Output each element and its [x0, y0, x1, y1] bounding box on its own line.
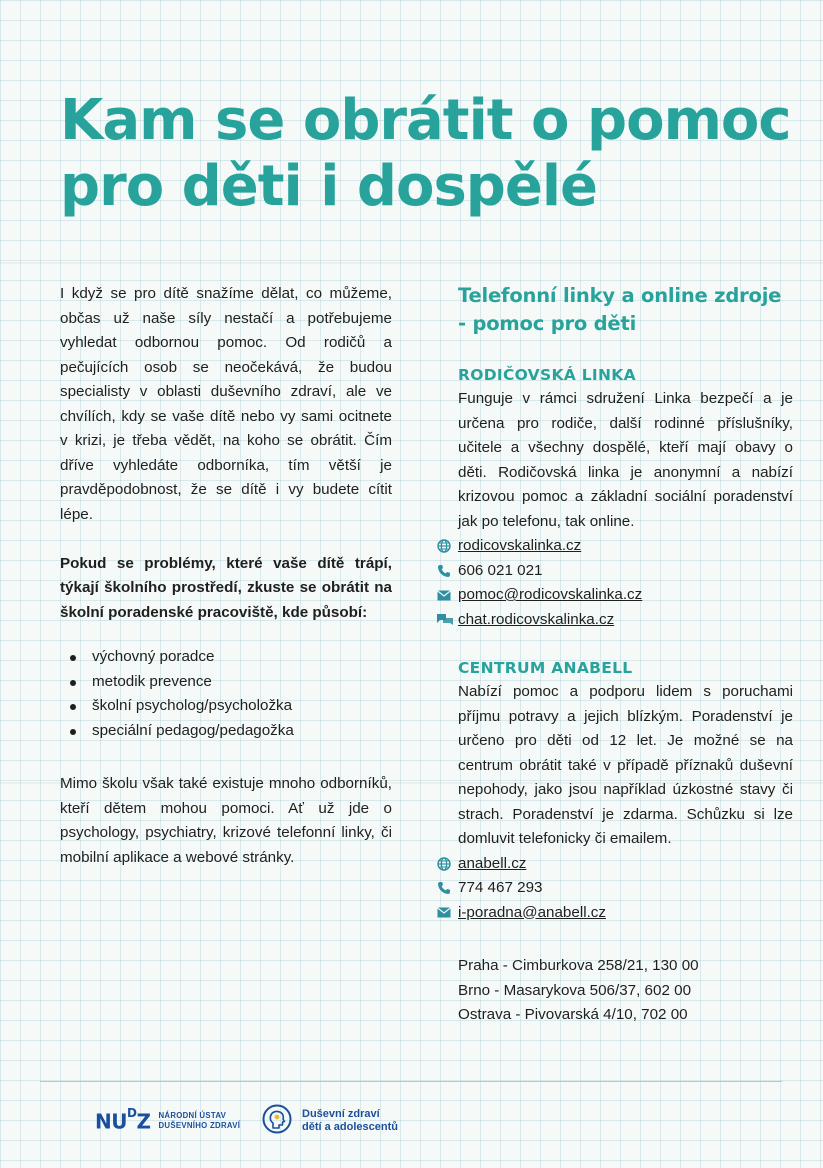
title-line-2: pro děti i dospělé	[60, 154, 598, 219]
mail-icon	[437, 901, 458, 926]
anabell-phone-row	[437, 876, 793, 901]
mail-icon	[437, 583, 458, 608]
globe-icon	[437, 534, 458, 559]
section-heading: Telefonní linky a online zdroje - pomoc pro děti	[458, 284, 782, 335]
anabell-email-link[interactable]: i-poradna@anabell.cz	[458, 903, 606, 921]
address-ostrava: Ostrava - Pivovarská 4/10, 702 00	[458, 1006, 688, 1023]
school-staff-list	[60, 645, 392, 743]
school-paragraph: Pokud se problémy, které vaše dítě trápí, týkají školního prostředí, zkuste se obrátit na školní poradenské pracoviště, kde působí:	[60, 554, 392, 621]
anabell-email-row	[437, 901, 793, 926]
nudz-logo-text: NÁRODNÍ ÚSTAV DUŠEVNÍHO ZDRAVÍ	[158, 1111, 241, 1130]
list-item: výchovný poradce	[60, 645, 392, 670]
rodicovska-web-row	[437, 534, 793, 559]
address-brno: Brno - Masarykova 506/37, 602 00	[458, 981, 692, 999]
rodicovska-email-row	[437, 583, 793, 608]
left-column	[60, 282, 392, 870]
anabell-web-link[interactable]: anabell.cz	[458, 854, 527, 872]
paper-fold	[0, 262, 823, 264]
dzda-logo-text: Duševní zdraví dětí a adolescentů	[302, 1108, 398, 1133]
nudz-logo	[95, 1103, 240, 1139]
footer-divider	[40, 1081, 782, 1082]
list-item: speciální pedagog/pedagožka	[60, 719, 392, 744]
centrum-anabell-title: CENTRUM ANABELL	[458, 659, 633, 677]
page-title	[60, 88, 800, 220]
intro-paragraph: I když se pro dítě snažíme dělat, co můžeme, občas už naše síly nestačí a potřebujeme vyhledat odbornou pomoc. Od rodičů a pečujících osob se neočekává, že budou specialisty v oblasti duševního zdraví, ale ve chvílích, kdy se vaše dítě nebo vy sami ocitnete v krizi, je třeba vědět, na koho se obrátit. Čím dříve vyhledáte odborníka, tím větší je pravděpodobnost, že se dítě i vy budete cítit lépe.	[60, 285, 392, 523]
anabell-web-row	[437, 852, 793, 877]
title-line-1: Kam se obrátit o pomoc	[60, 88, 791, 153]
rodicovska-phone-row	[437, 559, 793, 584]
list-item: metodik prevence	[60, 670, 392, 695]
centrum-anabell-text: Nabízí pomoc a podporu lidem s poruchami příjmu potravy a jejich blízkým. Poradenství je určeno pro děti od 12 let. Je možné se na centrum obrátit také v případě příznaků duševní nepohody, jako jsou například úzkostné stavy či strach. Poradenství je zdarma. Schůzku si lze domluvit telefonicky či emailem.	[458, 683, 793, 847]
head-icon	[262, 1104, 292, 1139]
rodicovska-email-link[interactable]: pomoc@rodicovskalinka.cz	[458, 586, 643, 603]
globe-icon	[437, 852, 458, 877]
right-column	[437, 282, 793, 1028]
rodicovska-linka-title: RODIČOVSKÁ LINKA	[458, 366, 636, 384]
phone-icon	[437, 876, 458, 901]
rodicovska-phone[interactable]: 606 021 021	[458, 561, 543, 579]
rodicovska-linka-text: Funguje v rámci sdružení Linka bezpečí a je určena pro rodiče, další rodinné příslušníky, učitele a všechny dospělé, kteří mají obavy o děti. Rodičovská linka je anonymní a nabízí krizovou pomoc a základní sociální poradenství jak po telefonu, tak online.	[458, 390, 793, 530]
anabell-addresses	[437, 954, 793, 1028]
nudz-logo-mark: $NU^DZ$	[95, 1105, 151, 1134]
rodicovska-chat-row	[437, 608, 793, 633]
dzda-logo	[262, 1103, 398, 1139]
list-item: školní psycholog/psycholožka	[60, 694, 392, 719]
outro-paragraph: Mimo školu však také existuje mnoho odborníků, kteří dětem mohou pomoci. Ať už jde o psychology, psychiatry, krizové telefonní linky, či mobilní aplikace a webové stránky.	[60, 775, 392, 866]
rodicovska-chat-link[interactable]: chat.rodicovskalinka.cz	[458, 610, 615, 628]
chat-icon	[437, 608, 458, 633]
anabell-phone[interactable]: 774 467 293	[458, 879, 543, 896]
rodicovska-web-link[interactable]: rodicovskalinka.cz	[458, 537, 582, 554]
phone-icon	[437, 559, 458, 584]
address-praha: Praha - Cimburkova 258/21, 130 00	[458, 957, 699, 974]
